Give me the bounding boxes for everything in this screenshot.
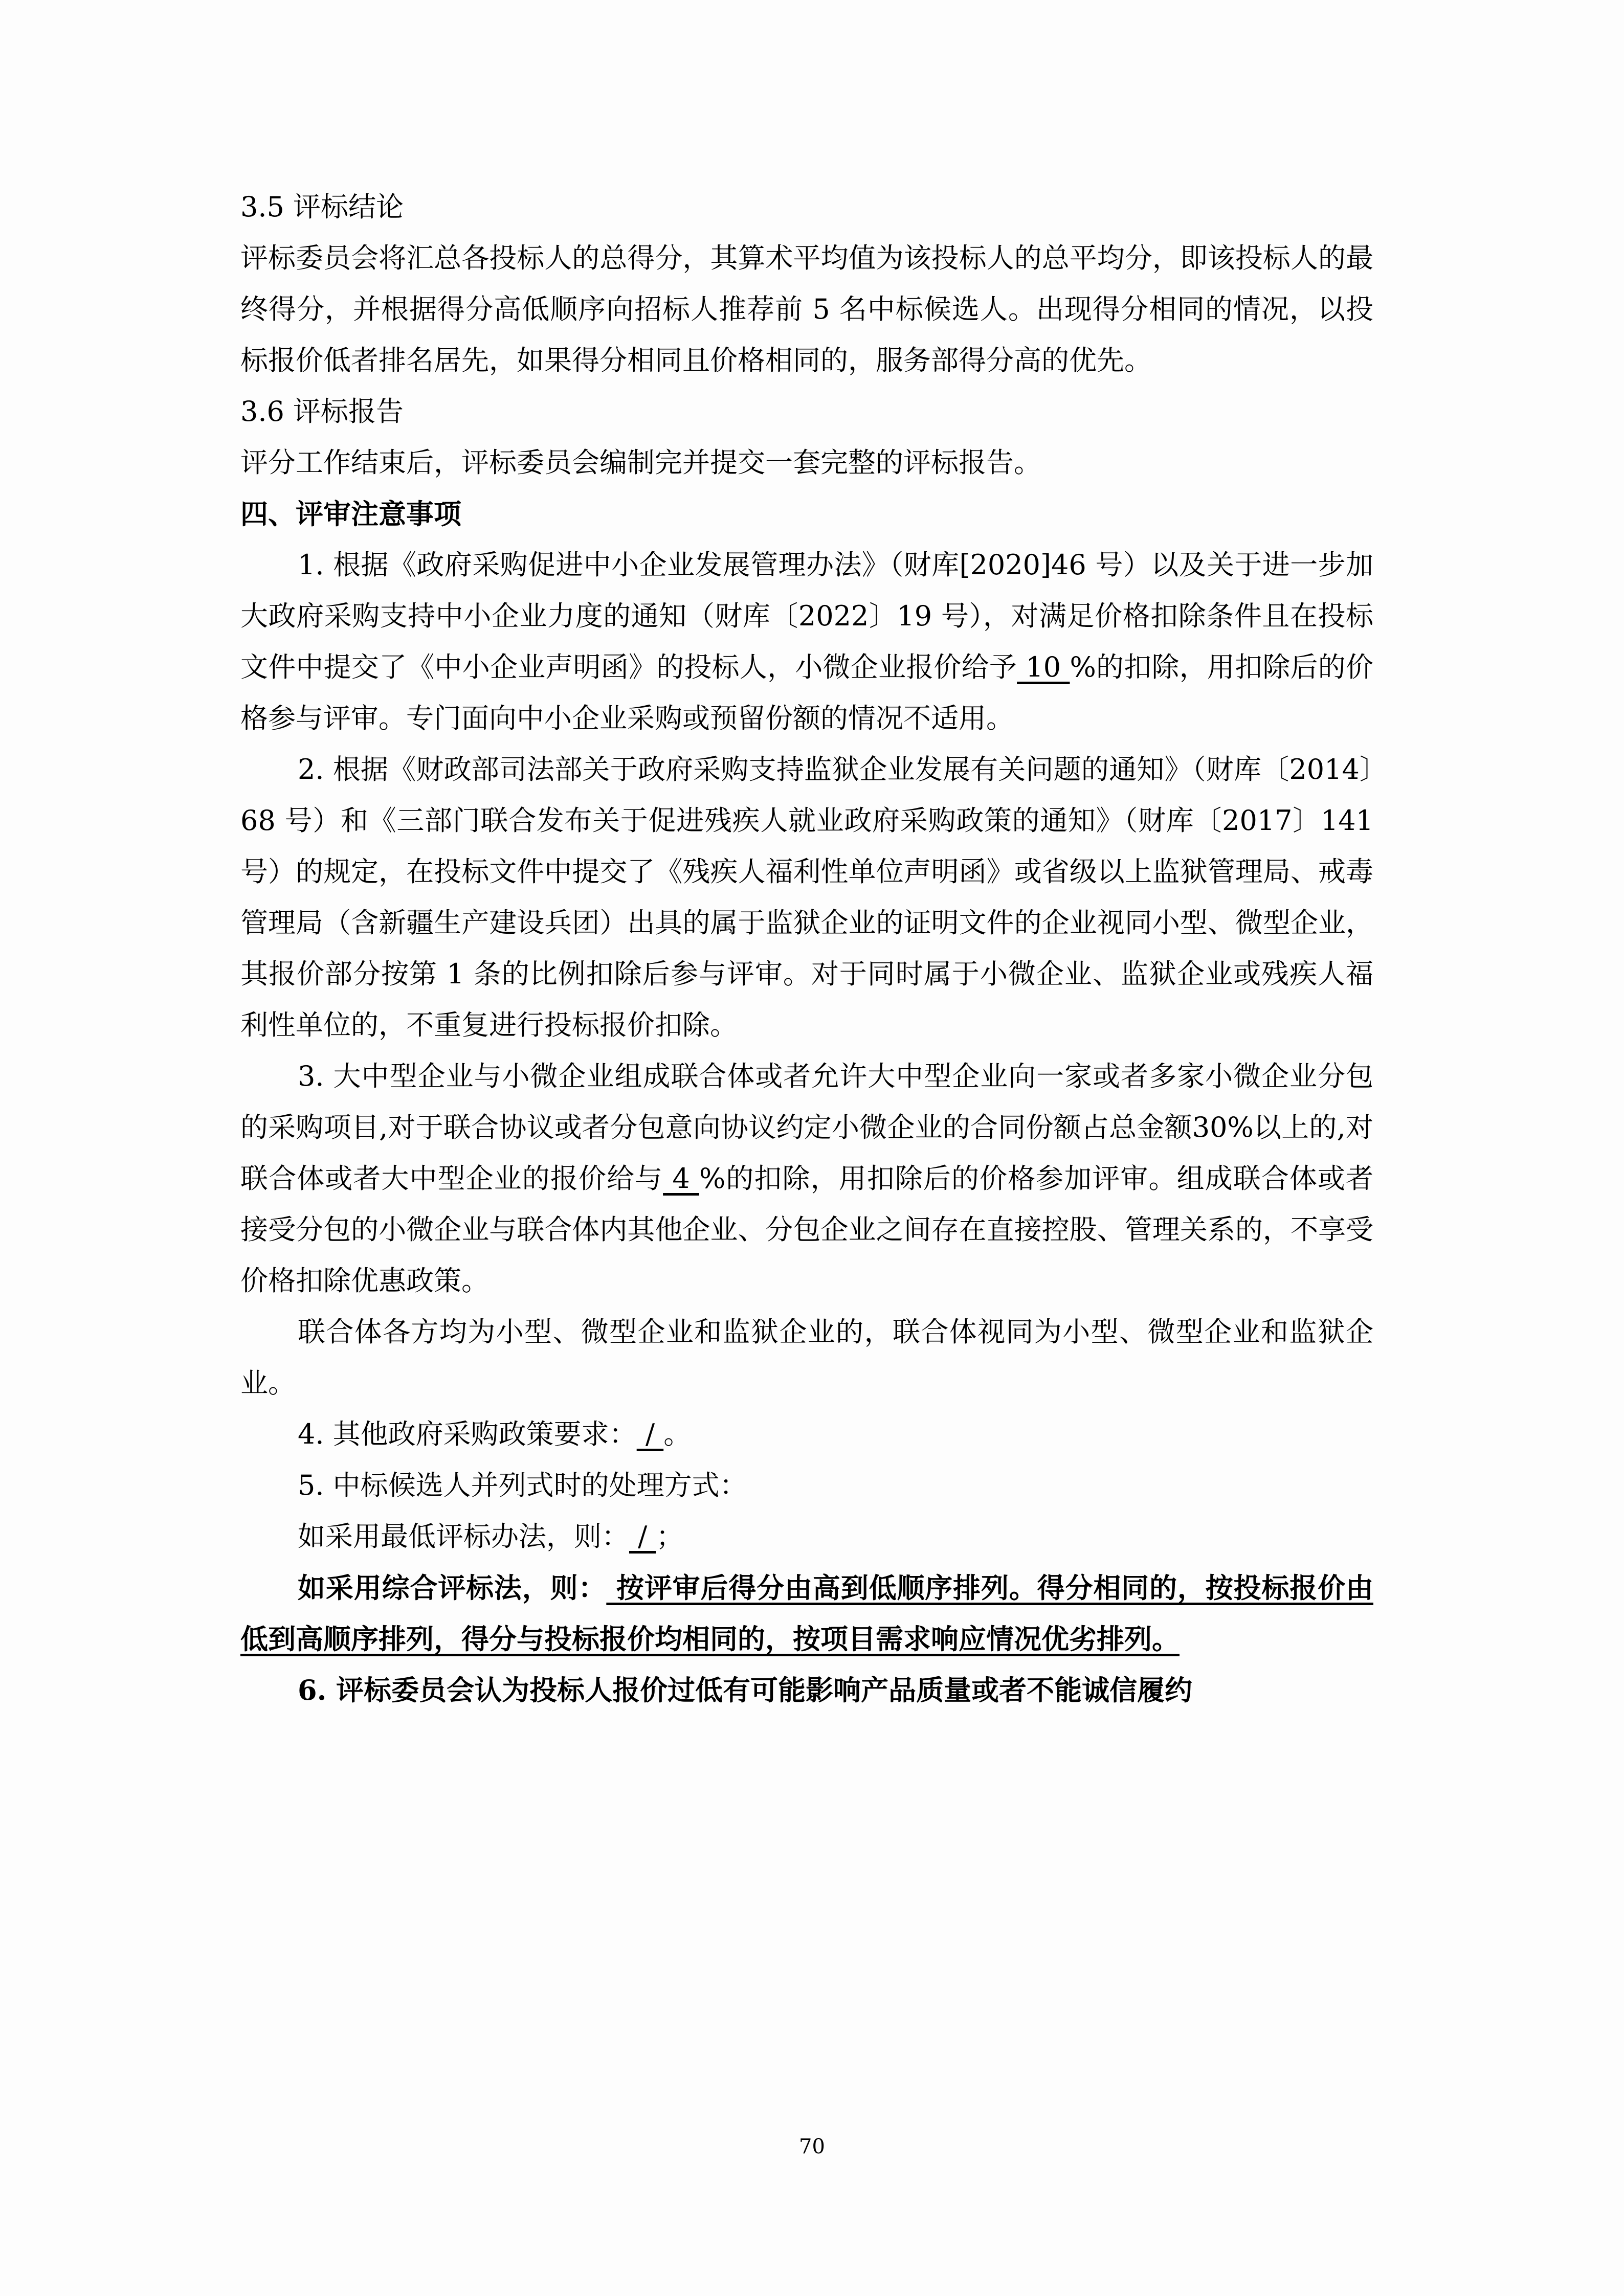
section-heading-four: 四、评审注意事项 — [240, 498, 461, 530]
item-3-extra: 联合体各方均为小型、微型企业和监狱企业的，联合体视同为小型、微型企业和监狱企业。 — [240, 1316, 1373, 1399]
page-number: 70 — [799, 2135, 825, 2158]
item-6: 6. 评标委员会认为投标人报价过低有可能影响产品质量或者不能诚信履约 — [298, 1674, 1193, 1706]
section-3-5-paragraph: 评标委员会将汇总各投标人的总得分，其算术平均值为该投标人的总平均分，即该投标人的最终得分，并根据得分高低顺序向招标人推荐前 5 名中标候选人。出现得分相同的情况，以投标报价低者排名居先，如果得分相同且价格相同的，服务部得分高的优先。 — [240, 242, 1373, 376]
item-3-discount-value: 4 — [663, 1162, 699, 1195]
item-4-text-part-1: 4. 其他政府采购政策要求： — [298, 1418, 637, 1450]
item-5-sub-1-blank-value: / — [629, 1520, 656, 1552]
item-3-text-part-2: %的扣除，用扣除后的价格参加评审。组成联合体或者接受分包的小微企业与联合体内其他企业、分包企业之间存在直接控股、管理关系的，不享受价格扣除优惠政策。 — [240, 1162, 1374, 1297]
item-3 — [240, 1051, 1373, 1307]
item-2: 2. 根据《财政部司法部关于政府采购支持监狱企业发展有关问题的通知》（财库〔2014〕68 号）和《三部门联合发布关于促进残疾人就业政府采购政策的通知》（财库〔2017〕141 号）的规定，在投标文件中提交了《残疾人福利性单位声明函》或省级以上监狱管理局、戒毒管理局（含新疆生产建设兵团）出具的属于监狱企业的证明文件的企业视同小型、微型企业，其报价部分按第 1 条的比例扣除后参与评审。对于同时属于小微企业、监狱企业或残疾人福利性单位的，不重复进行投标报价扣除。 — [240, 753, 1373, 1041]
item-1 — [240, 539, 1373, 744]
item-1-text-part-2: %的扣除，用扣除后的价格参与评审。专门面向中小企业采购或预留份额的情况不适用。 — [240, 651, 1374, 734]
item-5-sub-1-label: 如采用最低评标办法，则： — [298, 1520, 629, 1552]
item-5-sub-2 — [240, 1562, 1373, 1664]
item-1-text-part-1: 1. 根据《政府采购促进中小企业发展管理办法》（财库[2020]46 号）以及关于进一步加大政府采购支持中小企业力度的通知（财库〔2022〕19 号），对满足价格扣除条件且在投标文件中提交了《中小企业声明函》的投标人，小微企业报价给予 — [240, 549, 1373, 683]
item-5-sub-2-label: 如采用综合评标法，则： — [298, 1571, 607, 1604]
section-heading-3-5: 3.5 评标结论 — [240, 191, 404, 223]
item-1-discount-value: 10 — [1017, 651, 1070, 683]
item-4-blank-value: / — [636, 1418, 664, 1450]
section-3-6-paragraph: 评分工作结束后，评标委员会编制完并提交一套完整的评标报告。 — [240, 446, 1041, 479]
document-body — [240, 182, 1373, 1716]
item-5-sub-1-suffix: ； — [656, 1520, 684, 1552]
item-5-sub-1 — [240, 1511, 1373, 1562]
item-5: 5. 中标候选人并列式时的处理方式： — [298, 1469, 747, 1501]
item-5-sub-2-value: 按评审后得分由高到低顺序排列。得分相同的，按投标报价由低到高顺序排列，得分与投标报价均相同的，按项目需求响应情况优劣排列。 — [240, 1571, 1373, 1655]
item-4 — [240, 1409, 1373, 1460]
item-3-text-part-1: 3. 大中型企业与小微企业组成联合体或者允许大中型企业向一家或者多家小微企业分包的采购项目,对于联合协议或者分包意向协议约定小微企业的合同份额占总金额30%以上的,对联合体或者大中型企业的报价给与 — [240, 1060, 1373, 1195]
item-4-text-part-2: 。 — [663, 1418, 692, 1450]
section-heading-3-6: 3.6 评标报告 — [240, 395, 404, 427]
